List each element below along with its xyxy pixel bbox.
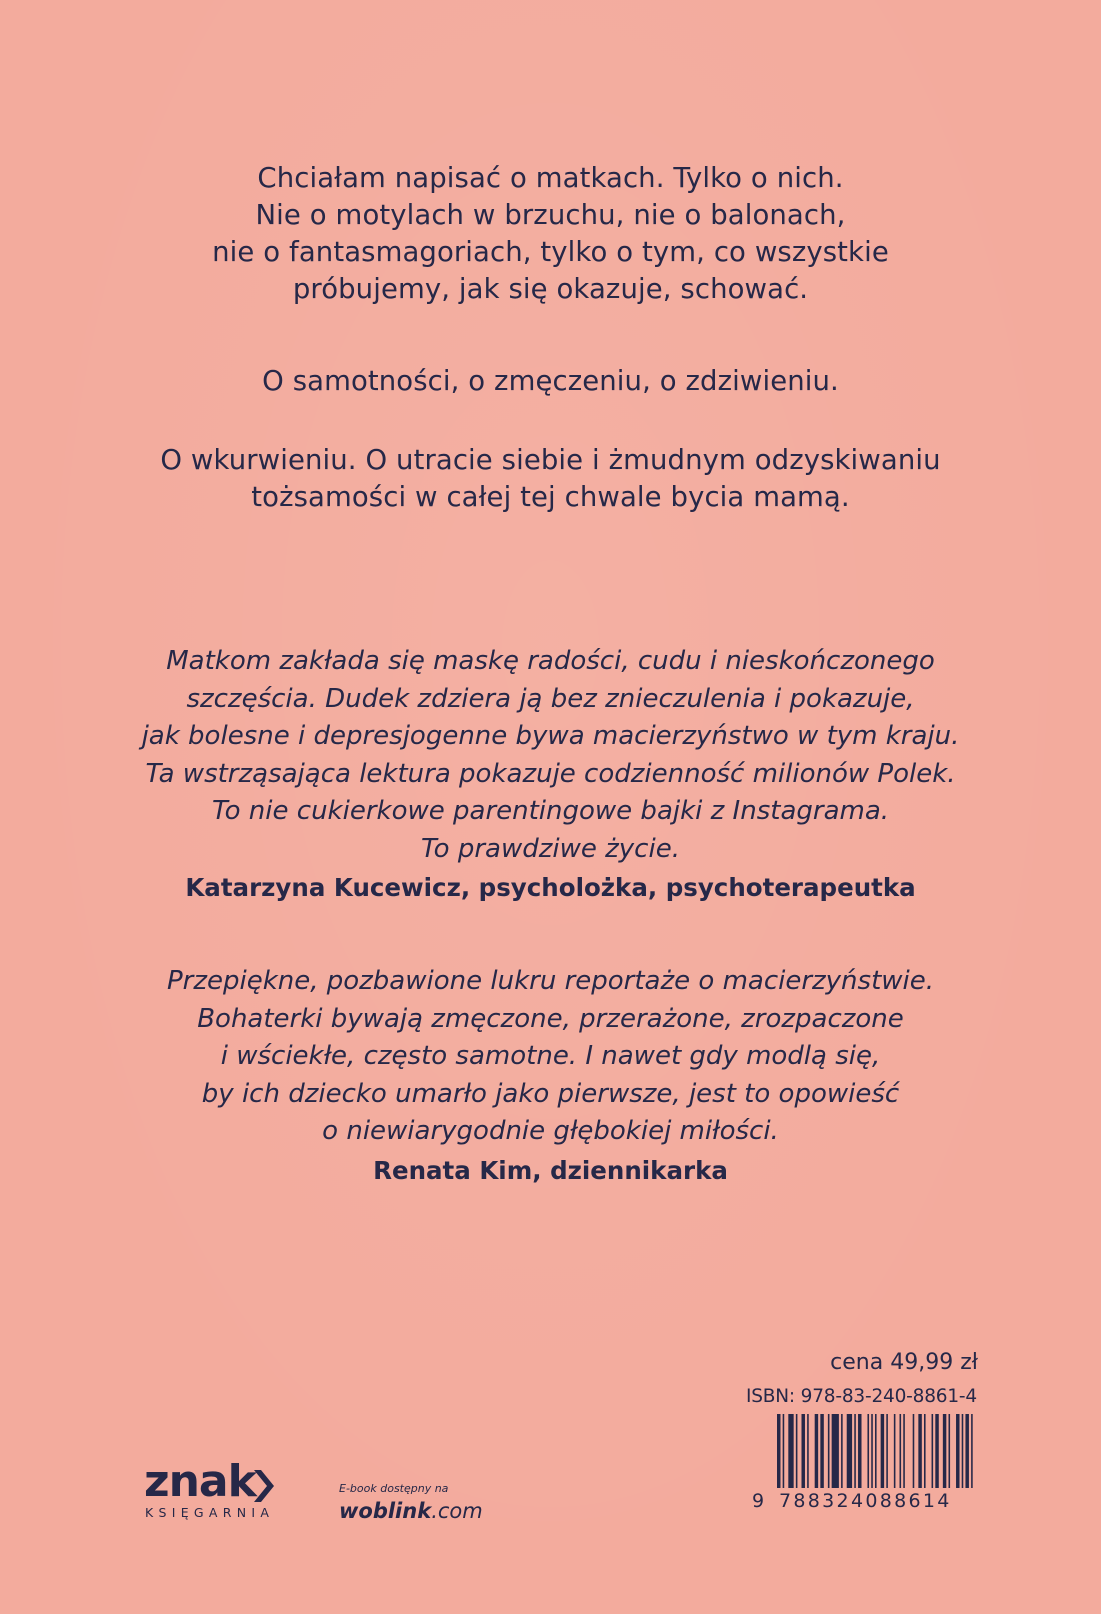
barcode-bar <box>932 1414 934 1488</box>
woblink-logo <box>339 1482 499 1532</box>
barcode-bar <box>875 1414 877 1488</box>
review-quote-1 <box>0 643 1101 908</box>
blurb-line: O wkurwieniu. O utracie siebie i żmudnym odzyskiwaniu <box>160 444 941 476</box>
blurb-line: Chciałam napisać o matkach. Tylko o nich. <box>257 162 844 194</box>
barcode-bar <box>841 1414 843 1488</box>
blurb-line: próbujemy, jak się okazuje, schować. <box>292 273 809 305</box>
barcode-bar <box>971 1414 973 1488</box>
blurb-line: nie o fantasmagoriach, tylko o tym, co wszystkie <box>212 236 889 268</box>
quote-line: Ta wstrząsająca lektura pokazuje codzienność milionów Polek. <box>145 758 956 789</box>
znak-logo-wordmark: znak <box>144 1456 256 1507</box>
barcode-bar <box>956 1414 959 1488</box>
barcode-bar <box>783 1414 785 1488</box>
barcode-number: 788324088614 <box>779 1490 952 1512</box>
barcode-bar <box>847 1414 852 1488</box>
barcode-bar <box>802 1414 805 1488</box>
barcode-bar <box>828 1414 830 1488</box>
quote-author: Renata Kim, dziennikarka <box>373 1155 728 1185</box>
barcode-digits <box>752 1489 978 1513</box>
barcode-bar <box>962 1414 964 1488</box>
barcode-bar <box>815 1414 818 1488</box>
barcode-bar <box>858 1414 861 1488</box>
blurb-line: tożsamości w całej tej chwale bycia mamą. <box>251 481 850 513</box>
quote-line: by ich dziecko umarło jako pierwsze, jest to opowieść <box>201 1078 900 1109</box>
quote-author: Katarzyna Kucewicz, psycholożka, psychoterapeutka <box>185 873 916 902</box>
quote-line: Bohaterki bywają zmęczone, przerażone, zrozpaczone <box>197 1003 904 1034</box>
barcode-bar <box>796 1414 798 1488</box>
barcode-bar <box>943 1414 946 1488</box>
barcode-bar <box>788 1414 793 1488</box>
price-label: cena 49,99 zł <box>830 1350 978 1375</box>
barcode-first-digit: 9 <box>752 1490 767 1512</box>
quote-line: szczęścia. Dudek zdziera ją bez znieczulenia i pokazuje, <box>186 683 915 714</box>
woblink-name: woblink <box>339 1499 432 1523</box>
barcode-bar <box>832 1414 839 1488</box>
barcode-bar <box>807 1414 809 1488</box>
woblink-tld: .com <box>431 1499 483 1523</box>
quote-line: To nie cukierkowe parentingowe bajki z Instagrama. <box>211 796 890 826</box>
review-quote-2 <box>0 963 1101 1191</box>
barcode-bar <box>886 1414 888 1488</box>
quote-line: Matkom zakłada się maskę radości, cudu i nieskończonego <box>166 646 935 676</box>
quote-line: To prawdziwe życie. <box>421 833 680 864</box>
znak-logo-mark-icon <box>254 1470 274 1502</box>
ebook-note: E-book dostępny na <box>339 1482 449 1495</box>
blurb-paragraph-1 <box>0 160 1101 308</box>
blurb-paragraph-2 <box>0 363 1101 400</box>
barcode-bar <box>924 1414 926 1488</box>
quote-line: Przepiękne, pozbawione lukru reportaże o macierzyństwie. <box>166 966 935 996</box>
woblink-wordmark <box>339 1498 483 1524</box>
blurb-paragraph-3 <box>0 442 1101 516</box>
barcode-bar <box>900 1414 902 1488</box>
znak-logo <box>144 1456 284 1520</box>
barcode-bar <box>903 1414 905 1488</box>
barcode-bar <box>867 1414 869 1488</box>
znak-logo-subtitle: KSIĘGARNIA <box>145 1505 275 1520</box>
barcode-bar <box>777 1414 780 1488</box>
barcode-bar <box>881 1414 884 1488</box>
blurb-line: O samotności, o zmęczeniu, o zdziwieniu. <box>262 365 839 397</box>
quote-line: jak bolesne i depresjogenne bywa macierzyństwo w tym kraju. <box>141 721 960 751</box>
barcode-bar <box>913 1414 915 1488</box>
barcode-bar <box>918 1414 921 1488</box>
barcode-bar <box>949 1414 951 1488</box>
barcode-bar <box>894 1414 896 1488</box>
quote-line: o niewiarygodnie głębokiej miłości. <box>322 1116 779 1146</box>
barcode-bar <box>871 1414 873 1488</box>
barcode-bar <box>935 1414 938 1488</box>
blurb-line: Nie o motylach w brzuchu, nie o balonach, <box>255 199 846 231</box>
barcode-bar <box>965 1414 968 1488</box>
isbn-label: ISBN: 978-83-240-8861-4 <box>746 1386 977 1407</box>
barcode-bar <box>854 1414 856 1488</box>
quote-line: i wściekłe, często samotne. I nawet gdy modlą się, <box>220 1041 881 1071</box>
barcode-bar <box>820 1414 823 1488</box>
